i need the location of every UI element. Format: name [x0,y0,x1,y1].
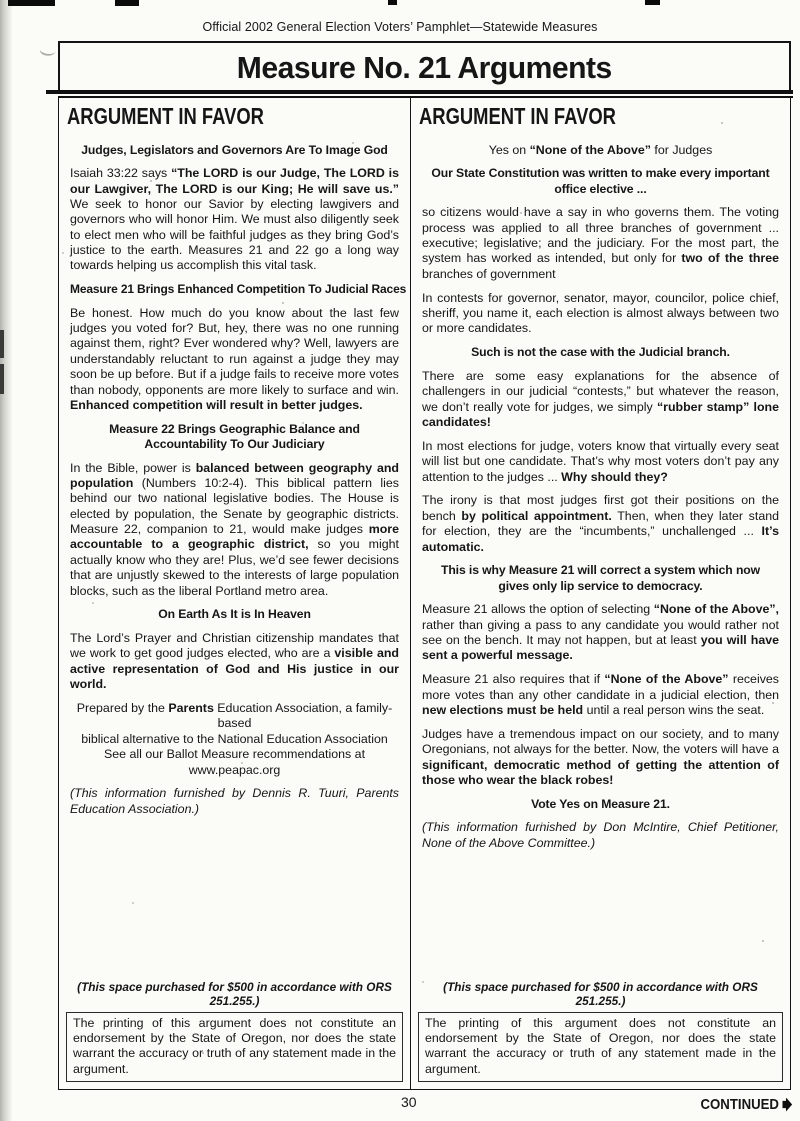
argument-body [411,132,790,860]
state-disclaimer-text: The printing of this argument does not constitute an endorsement by the State of Oregon, nor does the state warrant the accuracy or truth of any statement made in the argument. [425,1015,776,1076]
argument-in-favor-left [59,98,410,1089]
continued-label [700,1096,792,1113]
measure-title-box [58,41,791,90]
one-candidate-paragraph: In most elections for judge, voters know that virtually every seat will list but one candidate. That’s why most voters don’t pay any attention to the judges ... Why should they? [422,438,779,484]
argument-footer [411,980,790,1090]
page-title: Measure No. 21 Arguments [237,50,612,85]
argument-in-favor-heading: ARGUMENT IN FAVOR [419,103,616,129]
continued-text: CONTINUED [700,1096,779,1113]
image-god-heading: Judges, Legislators and Governors Are To Image God [81,142,388,157]
yes-none-above-line: Yes on “None of the Above” for Judges [488,142,713,157]
be-honest-paragraph: Be honest. How much do you know about the last few judges you voted for? But, hey, there was no one running against them, right? Ever wondered why? Well, lawyers are understandably reluctant to run against a judge they may soon be up before. But if a judge fails to receive more votes than nobody, opponents are more likely to surface and win. Enhanced competition will result in better judges. [70,305,399,412]
purchase-note: (This space purchased for $500 in accordance with ORS 251.255.) [77,979,392,1008]
political-appointment-paragraph: The irony is that most judges first got their positions on the bench by political appointment. Then, when they later stand for election, they are the “incumbents,” unchallenged ... It’s automatic. [422,493,779,554]
argument-in-favor-heading: ARGUMENT IN FAVOR [67,103,264,129]
continued-arrow-icon [782,1098,792,1112]
furnished-by-note: (This information furnished by Don McIntire, Chief Petitioner, None of the Above Committee.) [422,820,779,850]
prepared-by-block: Prepared by the Parents Education Association, a family-based biblical alternative to the National Education Association See all our Ballot Measure recommendations at www.peapac.org [76,701,393,777]
measure-22-heading: Measure 22 Brings Geographic Balance and Accountability To Our Judiciary [109,421,360,451]
scan-artifact-dash [8,0,55,6]
state-disclaimer-box [66,1012,403,1083]
argument-in-favor-right [410,98,790,1089]
arguments-container [58,98,791,1090]
state-disclaimer-text: The printing of this argument does not constitute an endorsement by the State of Oregon, nor does the state warrant the accuracy or truth of any statement made in the argument. [73,1015,396,1076]
title-divider-rule-thick [46,90,793,94]
scan-artifact-dash [388,0,397,5]
constitution-heading: Our State Constitution was written to make every important office elective ... [431,166,770,196]
isaiah-paragraph: Isaiah 33:22 says “The LORD is our Judge, The LORD is our Lawgiver, The LORD is our King; He will save us.” We seek to honor our Savior by electing lawgivers and governors who will honor Him. We must also diligently seek to elect men who will be faithful judges as they bring God’s justice to the earth. Measures 21 and 22 go a long way towards helping us accomplish this vital task. [70,166,399,273]
scan-artifact-dash [115,0,139,6]
furnished-by-note: (This information furnished by Dennis R. Tuuri, Parents Education Association.) [70,786,399,816]
judicial-branch-heading: Such is not the case with the Judicial branch. [471,345,730,360]
scan-artifact-mark [0,364,4,394]
page-number: 30 [401,1094,417,1110]
black-robes-paragraph: Judges have a tremendous impact on our society, and to many Oregonians, not always for the better. Now, the voters will have a significant, democratic method of getting the attention of those who wear the black robes! [422,726,779,787]
argument-footer [59,980,410,1090]
scan-edge-artifact [0,0,13,1121]
purchase-note: (This space purchased for $500 in accordance with ORS 251.255.) [443,979,758,1008]
powerful-message-paragraph: Measure 21 allows the option of selecting “None of the Above”, rather than giving a pass to any candidate you would rather not see on the bench. It may not happen, but at least you will have sent a powerful message. [422,602,780,663]
scan-artifact-mark [0,330,4,358]
argument-body [59,132,410,826]
running-header: Official 2002 General Election Voters’ Pamphlet—Statewide Measures [202,20,598,34]
scan-artifact-dash [645,0,660,5]
bible-balance-paragraph: In the Bible, power is balanced between geography and population (Numbers 10:2-4). This biblical pattern lies behind our two national legislative bodies. The House is elected by population, the Senate by geographic districts. Measure 22, companion to 21, would make judges more accountable to a geographic district, so you might actually know who they are! Plus, we’d see fewer decisions that are unjustly skewed to the interests of large population blocks, such as the liberal Portland metro area. [70,460,399,598]
correct-system-heading: This is why Measure 21 will correct a system which now gives only lip service to democracy. [440,563,761,593]
scan-noise [0,0,2,2]
on-earth-heading: On Earth As It is In Heaven [158,607,311,622]
lords-prayer-paragraph: The Lord’s Prayer and Christian citizenship mandates that we work to get good judges elected, who are a visible and active representation of God and His justice in our world. [70,631,399,692]
vote-yes-heading: Vote Yes on Measure 21. [531,796,670,811]
rubber-stamp-paragraph: There are some easy explanations for the absence of challengers in our judicial “contests,” but whatever the reason, we don’t really vote for judges, we simply “rubber stamp” lone candidates! [422,368,780,429]
new-elections-paragraph: Measure 21 also requires that if “None of the Above” receives more votes than any other candidate in a judicial election, then new elections must be held until a real person wins the seat. [422,672,779,717]
state-disclaimer-box [418,1012,783,1083]
scan-artifact-squiggle [39,42,57,58]
citizens-say-paragraph: so citizens would have a say in who governs them. The voting process was applied to all three branches of government ... executive; legislative; and the judiciary. For the most part, the system has worked as intended, but only for two of the three branches of government [422,205,779,281]
enhanced-competition-heading: Measure 21 Brings Enhanced Competition To Judicial Races [70,282,407,297]
contests-paragraph: In contests for governor, senator, mayor, councilor, police chief, sheriff, you name it, each election is almost always between two or more candidates. [422,290,779,336]
